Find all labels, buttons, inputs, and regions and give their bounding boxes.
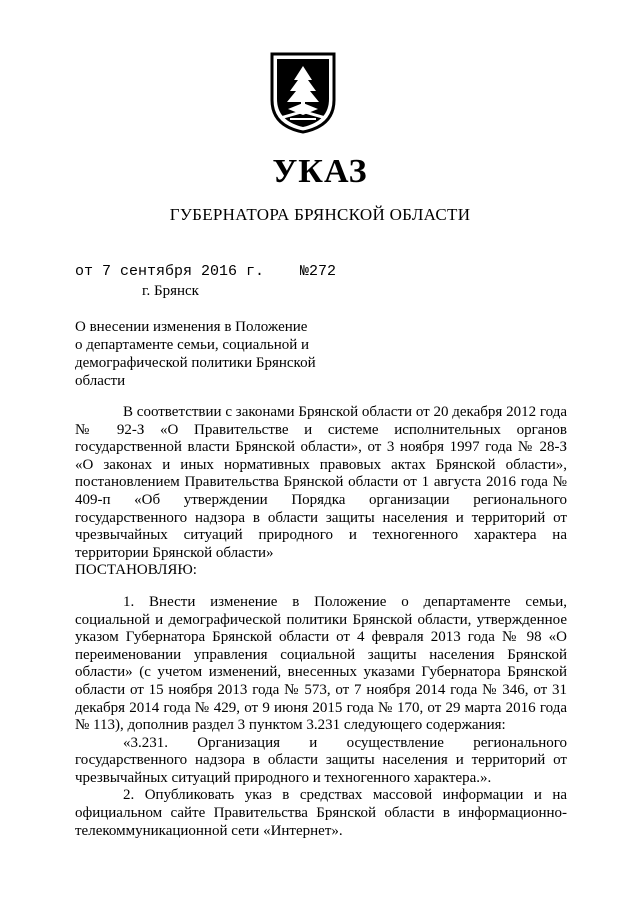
bryansk-coat-of-arms-icon — [270, 52, 336, 134]
item-1-paragraph: 1. Внести изменение в Положение о департаменте семьи, социальной и демографической политики Брянской области, утвержденное указом Губернатора Брянской области от 4 февраля 2013 года № 98 «О переименовании управления социальной защиты населения Брянской области» (с учетом изменений, внесенных указами Губернатора Брянской области от 15 ноября 2013 года № 573, от 7 ноября 2014 года № 346, от 31 декабря 2014 года № 429, от 9 июня 2015 года № 170, от 29 марта 2016 года № 113), дополнив раздел 3 пунктом 3.231 следующего содержания: — [75, 593, 567, 734]
item-2-paragraph: 2. Опубликовать указ в средствах массовой информации и на официальном сайте Правительства Брянской области в информационно-телекоммуникационной сети «Интернет». — [75, 787, 567, 839]
date-and-number: от 7 сентября 2016 г. №272 — [75, 263, 337, 280]
document-body — [75, 404, 567, 840]
preamble-paragraph: В соответствии с законами Брянской области от 20 декабря 2012 года № 92-З «О Правительстве и системе исполнительных органов государственной власти Брянской области», от 3 ноября 1997 года № 28-З «О законах и иных нормативных правовых актах Брянской области», постановлением Правительства Брянской области от 1 августа 2016 года № 409-п «Об утверждении Порядка организации регионального государственного надзора в области защиты населения и территорий от чрезвычайных ситуаций природного и техногенного характера на территории Брянской области» — [75, 404, 567, 561]
document-title: УКАЗ — [272, 153, 368, 190]
item-1-quote: «3.231. Организация и осуществление регионального государственного надзора в области защиты населения и территорий от чрезвычайных ситуаций природного и техногенного характера.». — [75, 734, 567, 786]
city: г. Брянск — [142, 283, 199, 299]
resolve-heading: ПОСТАНОВЛЯЮ: — [75, 562, 197, 579]
document-subtitle: ГУБЕРНАТОРА БРЯНСКОЙ ОБЛАСТИ — [169, 205, 471, 224]
document-subject: О внесении изменения в Положение о департаменте семьи, социальной и демографической политики Брянской области — [75, 319, 316, 389]
